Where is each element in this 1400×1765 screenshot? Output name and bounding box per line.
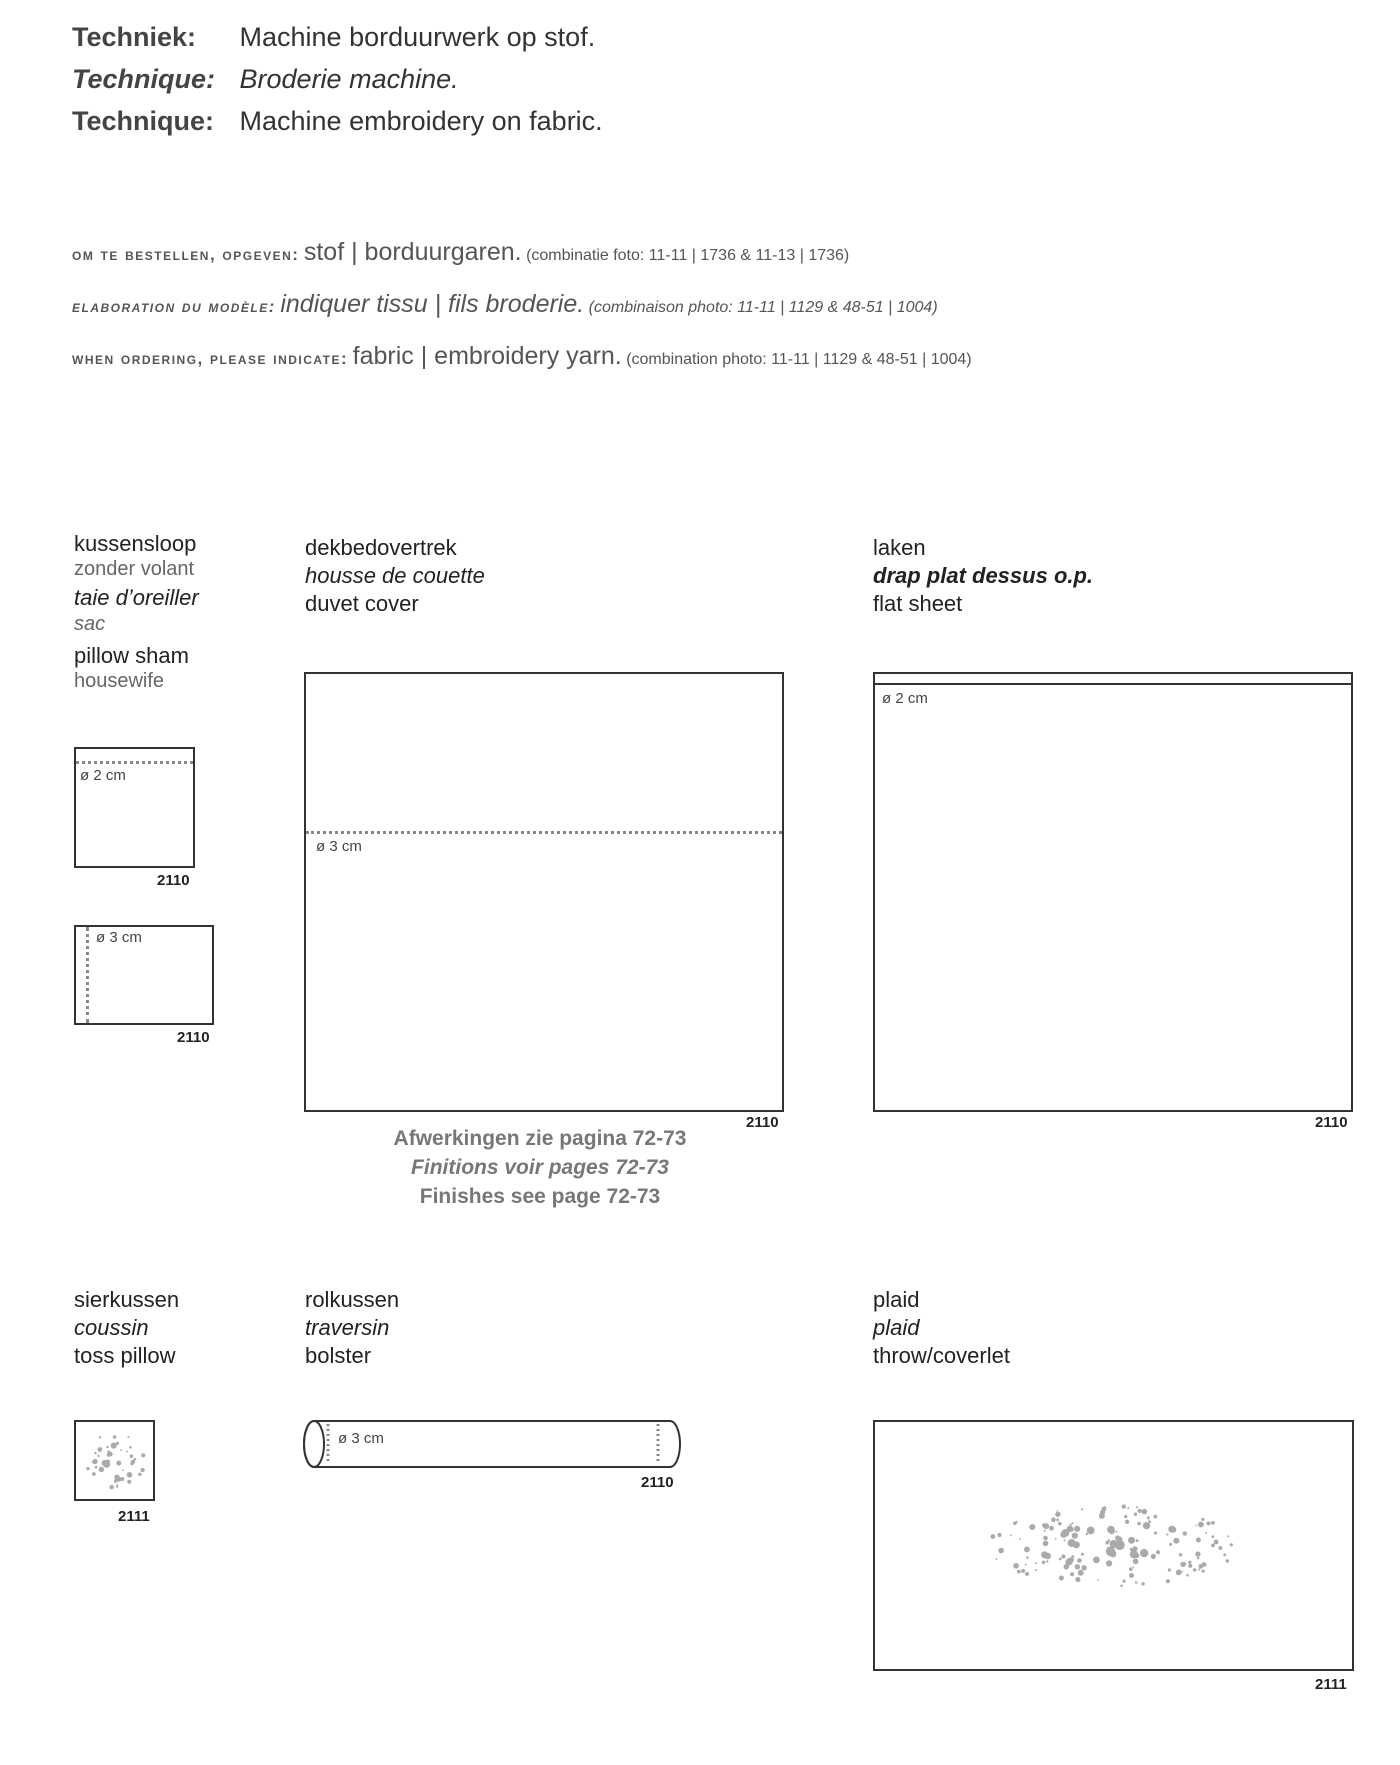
embroidery-dot xyxy=(97,1455,99,1457)
embroidery-dot xyxy=(1042,1561,1046,1565)
finishes-note xyxy=(300,1124,780,1211)
embroidery-dot xyxy=(998,1548,1004,1554)
embroidery-dot xyxy=(1176,1570,1182,1576)
embroidery-dot xyxy=(1075,1577,1080,1582)
sheet-drawing xyxy=(873,672,1353,1112)
technique-row-fr xyxy=(72,64,459,95)
label-nl: rolkussen xyxy=(305,1287,400,1312)
toss-pillow-drawing xyxy=(74,1420,156,1502)
embroidery-dot xyxy=(109,1485,113,1489)
technique-value: Broderie machine. xyxy=(239,64,459,94)
embroidery-dot xyxy=(1180,1562,1185,1567)
embroidery-dot xyxy=(86,1467,89,1470)
embroidery-dot xyxy=(1086,1533,1088,1535)
embroidery-dot xyxy=(1029,1524,1035,1530)
embroidery-dot xyxy=(1024,1547,1030,1553)
embroidery-dot xyxy=(1104,1506,1106,1508)
embroidery-dot xyxy=(1214,1540,1219,1545)
embroidery-dot xyxy=(1064,1539,1066,1541)
label-nl-sub: zonder volant xyxy=(74,558,195,580)
embroidery-dot xyxy=(1148,1520,1151,1523)
embroidery-dot xyxy=(1110,1540,1118,1548)
embroidery-dot xyxy=(1211,1521,1215,1525)
embroidery-dot xyxy=(1125,1520,1129,1524)
embroidery-dot xyxy=(94,1452,96,1454)
embroidery-dot xyxy=(1166,1533,1168,1535)
technique-label: Techniek: xyxy=(72,22,197,52)
embroidery-dot xyxy=(1013,1563,1019,1569)
label-fr: housse de couette xyxy=(305,563,485,588)
embroidery-dot xyxy=(1055,1538,1057,1540)
technique-row-nl xyxy=(72,22,595,53)
embroidery-dot xyxy=(1057,1510,1059,1512)
embroidery-dot xyxy=(140,1468,144,1472)
embroidery-dot xyxy=(1188,1561,1191,1564)
embroidery-dot xyxy=(1044,1553,1051,1560)
label-nl: dekbedovertrek xyxy=(305,535,457,560)
embroidery-dot xyxy=(1142,1509,1148,1515)
embroidery-dot xyxy=(1186,1574,1189,1577)
ordering-value: indiquer tissu | fils broderie. xyxy=(280,290,585,318)
embroidery-dot xyxy=(1072,1533,1078,1539)
embroidery-dot xyxy=(1136,1539,1139,1542)
technique-row-en xyxy=(72,106,603,137)
embroidery-dot xyxy=(1035,1569,1037,1571)
embroidery-dot xyxy=(1181,1571,1183,1573)
embroidery-dot xyxy=(1156,1550,1160,1554)
label-en: throw/coverlet xyxy=(873,1343,1010,1368)
embroidery-dot xyxy=(1081,1565,1086,1570)
embroidery-dot xyxy=(1019,1538,1021,1540)
embroidery-dot xyxy=(1049,1526,1054,1531)
embroidery-dot xyxy=(1226,1559,1229,1562)
embroidery-dot xyxy=(1043,1523,1049,1529)
embroidery-dot xyxy=(1171,1529,1174,1532)
embroidery-dot xyxy=(1124,1515,1127,1518)
embroidery-dot xyxy=(1132,1566,1134,1568)
embroidery-dot xyxy=(1073,1541,1080,1548)
embroidery-dot xyxy=(1168,1568,1171,1571)
embroidery-dot xyxy=(1128,1537,1135,1544)
embroidery-dot xyxy=(1055,1512,1060,1517)
embroidery-dot xyxy=(1136,1506,1138,1508)
embroidery-dot xyxy=(1169,1543,1172,1546)
embroidery-dot xyxy=(99,1467,104,1472)
embroidery-dot xyxy=(1138,1509,1142,1513)
label-nl: kussensloop xyxy=(74,531,197,556)
ordering-combination: (combinatie foto: 11-11 | 1736 & 11-13 | 1736) xyxy=(526,247,850,264)
embroidery-dot xyxy=(997,1533,1001,1537)
embroidery-dot xyxy=(99,1436,101,1438)
embroidery-dot xyxy=(1151,1554,1156,1559)
embroidery-dot xyxy=(113,1435,117,1439)
embroidery-dot xyxy=(1198,1522,1204,1528)
embroidery-dot xyxy=(1195,1551,1200,1556)
embroidery-dot xyxy=(1070,1572,1074,1576)
embroidery-dot xyxy=(1072,1522,1074,1524)
embroidery-dot xyxy=(1070,1524,1072,1526)
throw-drawing xyxy=(873,1420,1355,1672)
article-code: 2110 xyxy=(177,1029,210,1046)
label-nl: sierkussen xyxy=(74,1287,180,1312)
embroidery-dot xyxy=(1074,1526,1080,1532)
technique-value: Machine embroidery on fabric. xyxy=(239,106,603,136)
embroidery-dot xyxy=(1116,1537,1122,1543)
embroidery-dot xyxy=(1230,1543,1233,1546)
embroidery-dot xyxy=(1218,1546,1222,1550)
technique-label: Technique: xyxy=(72,106,215,136)
embroidery-dot xyxy=(1193,1568,1196,1571)
article-code: 2110 xyxy=(641,1474,674,1491)
embroidery-dot xyxy=(97,1447,102,1452)
embroidery-dot xyxy=(1025,1572,1029,1576)
embroidery-dot xyxy=(1227,1535,1229,1537)
article-code: 2110 xyxy=(157,872,190,889)
embroidery-dot xyxy=(1044,1530,1046,1532)
sheet-hem-line xyxy=(875,683,1351,685)
embroidery-dot xyxy=(1071,1555,1074,1558)
label-en: toss pillow xyxy=(74,1343,176,1368)
embroidery-dot xyxy=(107,1453,111,1457)
pillowcase-drawing-1 xyxy=(74,747,195,868)
embroidery-dot xyxy=(120,1449,122,1451)
embroidery-dot xyxy=(1106,1560,1112,1566)
embroidery-dot xyxy=(1107,1547,1112,1552)
embroidery-dot xyxy=(1097,1579,1099,1581)
embroidery-dot xyxy=(1207,1521,1211,1525)
embroidery-dot xyxy=(139,1474,141,1476)
dimension-label: ø 3 cm xyxy=(96,929,142,946)
ordering-value: stof | borduurgaren. xyxy=(303,238,522,266)
embroidery-dot xyxy=(1068,1557,1074,1563)
finishes-nl: Afwerkingen zie pagina 72-73 xyxy=(393,1127,687,1150)
embroidery-dot xyxy=(1223,1554,1226,1557)
ordering-row-fr xyxy=(72,290,938,319)
embroidery-dot xyxy=(1179,1553,1182,1556)
embroidery-dot xyxy=(1173,1538,1179,1544)
embroidery-dot xyxy=(1059,1558,1062,1561)
embroidery-dot xyxy=(1136,1554,1139,1557)
dimension-label: ø 3 cm xyxy=(338,1430,384,1447)
embroidery-line xyxy=(76,761,193,764)
embroidery-dot xyxy=(1075,1564,1080,1569)
article-code: 2110 xyxy=(1315,1114,1348,1131)
finishes-fr: Finitions voir pages 72-73 xyxy=(411,1156,669,1179)
embroidery-dot xyxy=(1127,1507,1129,1509)
embroidery-dot xyxy=(991,1534,996,1539)
embroidery-dot xyxy=(1043,1541,1049,1547)
embroidery-dot xyxy=(1046,1560,1048,1562)
duvet-drawing xyxy=(304,672,784,1112)
embroidery-dot xyxy=(1120,1585,1123,1588)
embroidery-dot xyxy=(1056,1519,1059,1522)
embroidery-dot xyxy=(1195,1525,1197,1527)
embroidery-line xyxy=(306,831,782,834)
embroidery-dot xyxy=(130,1454,134,1458)
embroidery-dot xyxy=(1198,1568,1200,1570)
embroidery-dot xyxy=(1013,1521,1017,1525)
label-fr: taie d’oreiller xyxy=(74,585,199,610)
embroidery-dot xyxy=(1188,1564,1192,1568)
embroidery-dot xyxy=(1129,1573,1134,1578)
ordering-label: om te bestellen, opgeven: xyxy=(72,245,300,264)
embroidery-dot xyxy=(92,1472,96,1476)
embroidery-dot xyxy=(106,1460,110,1464)
embroidery-dot xyxy=(1135,1581,1138,1584)
throw-label xyxy=(873,1286,1010,1370)
embroidery-dot xyxy=(1140,1549,1148,1557)
embroidery-dot xyxy=(141,1453,145,1457)
embroidery-dot xyxy=(1081,1553,1084,1556)
embroidery-dot xyxy=(1137,1522,1141,1526)
embroidery-dot xyxy=(1058,1522,1062,1526)
embroidery-dot xyxy=(1211,1535,1214,1538)
embroidery-dot xyxy=(1093,1557,1100,1564)
embroidery-dot xyxy=(116,1486,118,1488)
embroidery-dot xyxy=(1081,1508,1083,1510)
toss-pillow-label xyxy=(74,1286,179,1370)
label-fr: plaid xyxy=(873,1315,920,1340)
label-fr: drap plat dessus o.p. xyxy=(873,563,1094,588)
embroidery-dot xyxy=(1026,1556,1029,1559)
bolster-label xyxy=(305,1286,399,1370)
label-en-sub: housewife xyxy=(74,670,165,692)
embroidery-dot xyxy=(111,1443,117,1449)
embroidery-dot xyxy=(1077,1558,1082,1563)
technique-value: Machine borduurwerk op stof. xyxy=(239,22,596,52)
embroidery-dot xyxy=(95,1466,98,1469)
embroidery-dot xyxy=(1141,1582,1144,1585)
dimension-label: ø 3 cm xyxy=(316,838,362,855)
embroidery-dot xyxy=(127,1480,131,1484)
label-en: pillow sham xyxy=(74,643,189,668)
ordering-combination: (combinaison photo: 11-11 | 1129 & 48-51 | 1004) xyxy=(588,299,938,316)
embroidery-dot xyxy=(1132,1546,1137,1551)
label-fr: traversin xyxy=(305,1315,390,1340)
embroidery-dot xyxy=(1064,1564,1070,1570)
embroidery-dot xyxy=(1059,1576,1064,1581)
embroidery-dot xyxy=(1205,1532,1207,1534)
pillowcase-label xyxy=(74,530,199,692)
ordering-row-nl xyxy=(72,238,849,267)
embroidery-dot xyxy=(1035,1562,1037,1564)
embroidery-dot xyxy=(106,1446,108,1448)
embroidery-dot xyxy=(1108,1539,1111,1542)
embroidery-dot xyxy=(1154,1531,1157,1534)
embroidery-dot xyxy=(1183,1531,1187,1535)
label-fr-sub: sac xyxy=(74,613,106,635)
ordering-row-en xyxy=(72,342,972,371)
embroidery-dot xyxy=(127,1436,129,1438)
embroidery-dot xyxy=(1109,1528,1115,1534)
embroidery-dot xyxy=(1211,1544,1215,1548)
embroidery-dot xyxy=(1017,1570,1021,1574)
embroidery-dot xyxy=(1202,1570,1205,1573)
article-code: 2110 xyxy=(746,1114,779,1131)
embroidery-dot xyxy=(1129,1567,1133,1571)
article-code: 2111 xyxy=(118,1508,150,1525)
dimension-label: ø 2 cm xyxy=(882,690,928,707)
pillowcase-drawing-2 xyxy=(74,925,214,1025)
finishes-en: Finishes see page 72-73 xyxy=(419,1185,661,1208)
embroidery-dot xyxy=(1043,1536,1048,1541)
embroidery-dot xyxy=(1078,1570,1084,1576)
embroidery-dot xyxy=(1201,1518,1203,1520)
embroidery-line xyxy=(86,927,89,1023)
label-en: bolster xyxy=(305,1343,372,1368)
ordering-value: fabric | embroidery yarn. xyxy=(352,342,622,370)
technique-label: Technique: xyxy=(72,64,216,94)
embroidery-dot xyxy=(1025,1564,1027,1566)
label-en: flat sheet xyxy=(873,591,963,616)
ordering-label: when ordering, please indicate: xyxy=(72,349,349,368)
embroidery-dot xyxy=(114,1475,119,1480)
embroidery-dot xyxy=(1154,1515,1158,1519)
embroidery-dot xyxy=(1143,1522,1150,1529)
embroidery-dot xyxy=(1197,1557,1200,1560)
embroidery-dot xyxy=(131,1460,135,1464)
ordering-label: elaboration du modèle: xyxy=(72,297,276,316)
embroidery-dot xyxy=(127,1472,133,1478)
embroidery-dot xyxy=(1133,1559,1139,1565)
embroidery-dot xyxy=(1122,1504,1126,1508)
embroidery-dot xyxy=(1134,1513,1137,1516)
label-fr: coussin xyxy=(74,1315,149,1340)
embroidery-dot xyxy=(1051,1518,1056,1523)
embroidery-dot xyxy=(1010,1534,1012,1536)
sheet-label xyxy=(873,534,1093,618)
ordering-combination: (combination photo: 11-11 | 1129 & 48-51 | 1004) xyxy=(626,351,972,368)
embroidery-dot xyxy=(116,1461,121,1466)
label-nl: plaid xyxy=(873,1287,920,1312)
embroidery-dot xyxy=(1061,1554,1065,1558)
duvet-label xyxy=(305,534,485,618)
embroidery-dot xyxy=(1196,1537,1201,1542)
embroidery-dot xyxy=(1202,1562,1206,1566)
embroidery-dot xyxy=(129,1446,132,1449)
embroidery-dot xyxy=(1166,1579,1170,1583)
embroidery-dot xyxy=(1147,1516,1150,1519)
embroidery-dot xyxy=(1123,1580,1126,1583)
label-en: duvet cover xyxy=(305,591,419,616)
embroidery-dot xyxy=(93,1459,98,1464)
dimension-label: ø 2 cm xyxy=(80,767,126,784)
embroidery-dot xyxy=(1021,1569,1025,1573)
label-nl: laken xyxy=(873,535,926,560)
embroidery-dot xyxy=(1060,1531,1067,1538)
embroidery-dot xyxy=(1087,1527,1095,1535)
embroidery-dot xyxy=(1116,1531,1118,1533)
embroidery-dot xyxy=(122,1469,124,1471)
embroidery-dot xyxy=(996,1558,998,1560)
article-code: 2111 xyxy=(1315,1676,1347,1693)
embroidery-dot xyxy=(126,1451,128,1453)
